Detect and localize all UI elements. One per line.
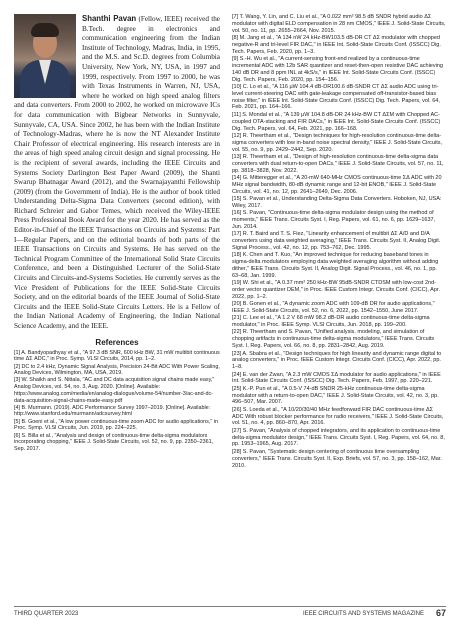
reference-item: [11] S. Mondal et al., "A 139 μW 104.8 dB-DR 24 kHz-BW CT ΔΣM with Chopped AC-coupled OTA-stacking and FIR DACs," in IEEE Int. Solid-State Circuits Conf. (ISSCC) Dig. Tech. Papers, vol. 64, Feb. 2021, pp. 166–168. (232, 111, 441, 132)
reference-item: [23] A. Sbabra et al., "Design techniques for high linearity and dynamic range digital to analog converters," in Proc. IEEE Custom Integr. Circuits Conf. (CICC), Apr. 2022, pp. 1–8. (232, 350, 442, 371)
page-footer (14, 606, 446, 618)
page-number: 67 (435, 608, 446, 618)
references-list-right (232, 14, 446, 469)
reference-item: [17] R. T. Baird and T. S. Fiez, "Linearity enhancement of multibit ΔΣ A/D and D/A converters using data weighted averaging," IEEE Trans. Circuits Syst. II, Analog Digit. Signal Process., vol. 42, no. 12, pp. 753–762, Dec. 1995. (232, 231, 441, 251)
reference-item: [28] S. Pavan, "Systematic design centering of continuous time oversampling converters," IEEE Trans. Circuits Syst. II, Exp. Briefs, vol. 57, no. 3, pp. 158–162, Mar. 2010. (232, 448, 442, 469)
reference-item: [6] S. Billa et al., "Analysis and design of continuous-time delta-sigma modulators incorporating chopping," IEEE J. Solid-State Circuits, vol. 52, no. 9, pp. 2350–2361, Sep. 2017. (14, 432, 214, 452)
reference-item: [18] K. Chen and T. Kuo, "An improved technique for reducing baseband tones in sigma-delta modulators employing data weighted averaging algorithm without adding dither," IEEE Trans. Circuits Syst. II, Analog Digit. Signal Process., vol. 46, no. 1, pp. 63–68, Jan. 1999. (232, 252, 439, 279)
reference-item: [25] K.-P. Pun et al., "A 0.5-V 74-dB SNDR 25-kHz continuous-time delta-sigma modulator with a return-to-open DAC," IEEE J. Solid-State Circuits, vol. 42, no. 3, pp. 496–507, Mar. 2007. (232, 385, 439, 406)
reference-item: [4] B. Murmann. (2019). ADC Performance Survey 1997–2019. [Online]. Available: http://www.stanford.edu/murmann/adcsurvey.html (14, 404, 211, 418)
reference-item: [20] B. Gonen et al., "A dynamic zoom ADC with 109-dB DR for audio applications," IEEE J. Solid-State Circuits, vol. 52, no. 6, 2022, pp. 1542–1550, June 2017. (232, 301, 435, 314)
reference-item: [7] T. Wang, Y. Lin, and C. Liu et al., "A 0.022 mm² 98.5 dB SNDR hybrid audio ΔΣ modulator with digital ELD compensation in 28 nm CMOS," IEEE J. Solid-State Circuits, vol. 50, no. 11, pp. 2655–2664, Nov. 2015. (232, 14, 446, 34)
left-column (14, 14, 220, 453)
footer-magazine: IEEE CIRCUITS AND SYSTEMS MAGAZINE (302, 611, 424, 617)
reference-item: [5] B. Goeni et al., "A low power continuous-time zoom ADC for audio applications," in Proc. Symp. VLSI Circuits, Jun. 2019, pp. 224–225. (14, 418, 218, 432)
author-bio-text: (Fellow, IEEE) received the B.Tech. degree in electronics and communication engineering from the Indian Institute of Technology, Madras, India, in 1995, and the M.S. and Sc.D. degrees from Columbia University, New York, NY, USA, in 1997 and 1999, respectively. From 1997 to 2000, he was with Texas Instruments in Warren, NJ, USA, where he worked on high speed analog filters and data converters. From 2000 to 2002, he worked on microwave ICs for data communication with Bigbear Networks in Sunnyvale, Sunnyvale, CA, USA. Since 2002, he has been with the Indian Institute of Technology-Madras, where he is now the NT Alexander Institute Chair Professor of electrical engineering. His research interests are in the areas of high speed analog circuit design and signal processing. He is the recipient of several awards, including the IEEE Circuits and Systems Society Darlington Best Paper Award (2009), the Shanti Swarup Bhatnagar Award (2012), and the Swarnajayanthi Fellowship (2009) (from the Government of India). He is the author of book titled Understanding Delta-Sigma Data Converters (second edition), with Richard Schreier and Gabor Temes, which received the Wiley-IEEE Press Professional Book Award for the year 2020. He has served as the Editor-in-Chief of the IEEE Transactions on Circuits and Systems: Part I—Regular Papers, and on the editorial boards of both parts of the IEEE Transactions on Circuits and Systems. He has served on the Technical Program Committee of the International Solid State Circuits Conference, and been a Distinguished Lecturer of the Solid-State Circuits and Circuits-and-Systems Societies. He currently serves as the Vice President of Publications for the IEEE Solid-State Circuits Society, and on the editorial boards of the IEEE Journal of Solid-State Circuits and the IEEE Solid-State Circuits Letters. He is a Fellow of the Indian National Academy of Engineering, the Indian National Science Academy, and the IEEE. (14, 15, 220, 330)
right-column (232, 14, 446, 470)
reference-item: [1] A. Bandyopadhyay et al., "A 97.3 dB SNR, 600 kHz BW, 31 mW multibit continuous time ΔΣ ADC," in Proc. Symp. VLSI Circuits, 2014, pp. 1–2. (14, 349, 220, 363)
reference-item: [21] C. Lee et al., "A 1.2 V 68 mW 98.2 dB-DR audio continuous-time delta-sigma modulator," in Proc. IEEE Symp. VLSI Circuits, Jun. 2018, pp. 199–200. (232, 315, 430, 329)
reference-item: [26] S. Loeda et al., "A 10/20/30/40 MHz feedforward FIR DAC continuous-time ΔΣ ADC With robust blocker performance for radio receivers," IEEE J. Solid-State Circuits, vol. 51, no. 4, pp. 860–870, Apr. 2016. (232, 406, 444, 427)
author-photo (14, 14, 76, 98)
reference-item: [9] S.-H. Wu et al., "A current-sensing front-end realized by a continuous-time incremental ADC with 12b SAR quantizer and reset-then-open resistive DAC achieving 140 dB DR and 8 ppm INL at 4kS/s," in IEEE Int. Solid-State Circuits Conf. (ISSCC) Dig. Tech. Papers, Feb. 2020, pp. 154–156. (232, 56, 443, 83)
footer-issue: THIRD QUARTER 2023 (14, 611, 79, 617)
reference-item: [19] W. Shi et al., "A 0.37 mm² 250 kHz-BW 95dB-SNDR CTDSM with low-cost 2nd-order vector quantizer DEM," in Proc. IEEE Custom Integr. Circuits Conf. (CICC), Apr. 2022, pp. 1–2. (232, 280, 440, 300)
reference-item: [15] S. Pavan et al., Understanding Delta-Sigma Data Converters. Hoboken, NJ, USA: Wiley, 2017. (232, 195, 442, 209)
reference-item: [16] S. Pavan, "Continuous-time delta-sigma modulator design using the method of moments," IEEE Trans. Circuits Syst. I, Reg. Papers, vol. 61, no. 6, pp. 1629–1637, Jun. 2014. (232, 210, 436, 230)
reference-item: [22] R. Theertham and S. Pavan, "Unified analysis, modeling, and simulation of chopping artifacts in continuous-time delta-sigma modulators," IEEE Trans. Circuits Syst. I, Reg. Papers, vol. 66, no. 8, pp. 2831–2842, Aug. 2019. (232, 329, 435, 350)
reference-item: [2] DC to 2.4 kHz, Dynamic Signal Analysis, Precision 24-Bit ADC With Power Scaling, Analog Devices, Wilmington, MA, USA, 2019. (14, 363, 220, 377)
references-list-left (14, 350, 220, 453)
reference-item: [14] G. Mitteregger et al., "A 20-mW 640-MHz CMOS continuous-time ΣΔ ADC with 20 MHz signal bandwidth, 80-dB dynamic range and 12-bit ENOB," IEEE J. Solid-State Circuits, vol. 41, no. 12, pp. 2641–2649, Dec. 2006. (232, 174, 442, 195)
reference-item: [8] M. Jang et al., "A 134 nW 24 kHz-BW103.5 dB-DR CT ΔΣ modulator with chopped negative-R and tri-level FIR DAC," in IEEE Int. Solid-State Circuits Conf. (ISSCC) Dig. Tech. Papers, Feb. 2020, pp. 1–3. (232, 35, 441, 55)
reference-item: [12] R. Theertham et al., "Design techniques for high-resolution continuous-time delta-sigma converters with low in-band noise spectral density," IEEE J. Solid-State Circuits, vol. 55, no. 9, pp. 2429–2442, Sep. 2020. (232, 132, 443, 153)
references-heading: References (95, 337, 139, 347)
reference-item: [13] R. Theertham et al., "Design of high-resolution continuous-time delta-sigma data converters with dual return-to-open DACs," IEEE J. Solid-State Circuits, vol. 57, no. 11, pp. 3818–3828, Nov. 2022. (232, 153, 444, 174)
reference-item: [27] S. Pavan, "Analysis of chopped integrators, and its application to continuous-time delta-sigma modulator design," IEEE Trans. Circuits Syst. I, Reg. Papers, vol. 64, no. 8, pp. 1953–1965, Aug. 2017. (232, 427, 445, 448)
author-name: Shanthi Pavan (82, 14, 137, 23)
reference-item: [10] C. Lo et al., "A 116 μW 104.4 dB-DR100.6 dB-SNDR CT ΔΣ audio ADC using tri-level current-steering DAC with gate-leakage compensated off-transistor-based bias noise filter," in IEEE Int. Solid-State Circuits Conf. (ISSCC) Dig. Tech. Papers, vol. 64, Feb. 2021, pp. 164–166. (232, 83, 440, 111)
reference-item: [3] W. Shaikh and S. Nittala, "AC and DC data acquisition signal chains made easy," Analog Devices, vol. 54, no. 3, Aug. 2020. [Online]. Available: https://www.analog.com/media/en/analog-dialogue/volume-54/number-3/ac-and-dc-data-acquisition-signal-chains-made-easy.pdf (14, 377, 215, 404)
reference-item: [24] E. van der Zwan, "A 2.3 mW CMOS ΣΔ modulator for audio applications," in IEEE Int. Solid-State Circuits Conf. (ISSCC) Dig. Tech. Papers, Feb. 1997, pp. 220–221. (232, 371, 441, 385)
author-biography (14, 14, 220, 332)
